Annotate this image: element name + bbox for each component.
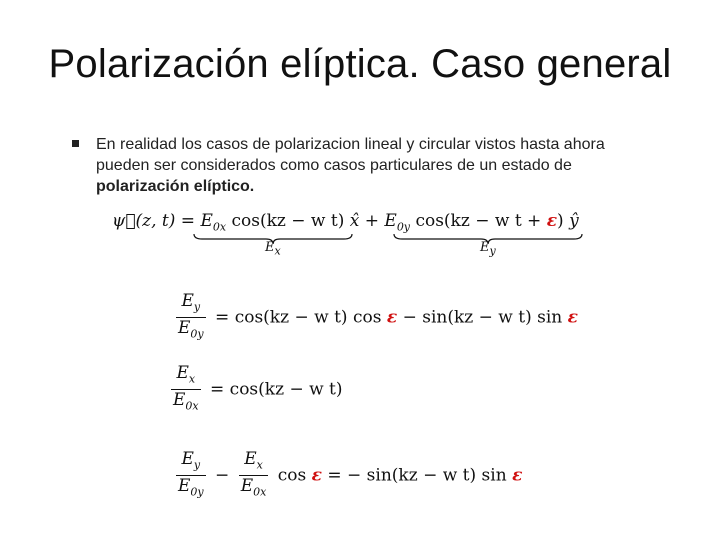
- eq2-rhs-a: = cos(kz − w t) cos: [215, 307, 382, 328]
- eq2-fraction: $\frac{E_y}{E_{0y}}$: [178, 291, 204, 341]
- equation-wave-vector: [112, 211, 579, 233]
- bullet-text: [96, 134, 632, 197]
- eq1-lhs: ψ⃗(z, t) =: [112, 211, 196, 231]
- epsilon-symbol: ε: [567, 307, 578, 328]
- eq3-fraction: $\frac{E_x}{E_{0x}}$: [173, 363, 199, 413]
- bullet-item: [72, 134, 632, 197]
- bullet-marker: [72, 140, 79, 147]
- brace-label-ex: $E_x$: [265, 240, 281, 258]
- eq1-plus: +: [364, 211, 379, 231]
- eq1-term2: $E_{0y}$ cos(kz − w t + ε) ŷ: [384, 211, 579, 234]
- eq4-fraction-2: $\frac{E_x}{E_{0x}}$: [240, 449, 267, 499]
- equation-ex-ratio: [167, 363, 343, 417]
- brace-label-ey: $E_y$: [480, 240, 496, 258]
- epsilon-symbol: ε: [512, 465, 523, 486]
- eq4-fraction-1: $\frac{E_y}{E_{0y}}$: [178, 449, 204, 499]
- bullet-line: En realidad los casos de polarizacion lineal y circular vistos hasta ahora: [96, 136, 605, 153]
- eq3-rhs: = cos(kz − w t): [210, 379, 343, 400]
- eq1-term1: $E_{0x}$ cos(kz − w t) x̂: [200, 211, 360, 234]
- eq4-minus: −: [215, 465, 230, 486]
- eq4-rhs-a: cos: [277, 465, 307, 486]
- epsilon-symbol: ε: [546, 211, 558, 231]
- bullet-line: pueden ser considerados como casos particulares de un estado de: [96, 157, 572, 174]
- bullet-line-bold: polarización elíptico.: [96, 178, 255, 195]
- epsilon-symbol: ε: [311, 465, 322, 486]
- equation-ey-ratio: [172, 291, 578, 345]
- epsilon-symbol: ε: [386, 307, 398, 328]
- slide-title: Polarización elíptica. Caso general: [48, 42, 672, 86]
- eq4-rhs-b: = − sin(kz − w t) sin: [327, 465, 507, 486]
- equation-combined: [172, 449, 522, 503]
- eq2-rhs-b: − sin(kz − w t) sin: [402, 307, 563, 328]
